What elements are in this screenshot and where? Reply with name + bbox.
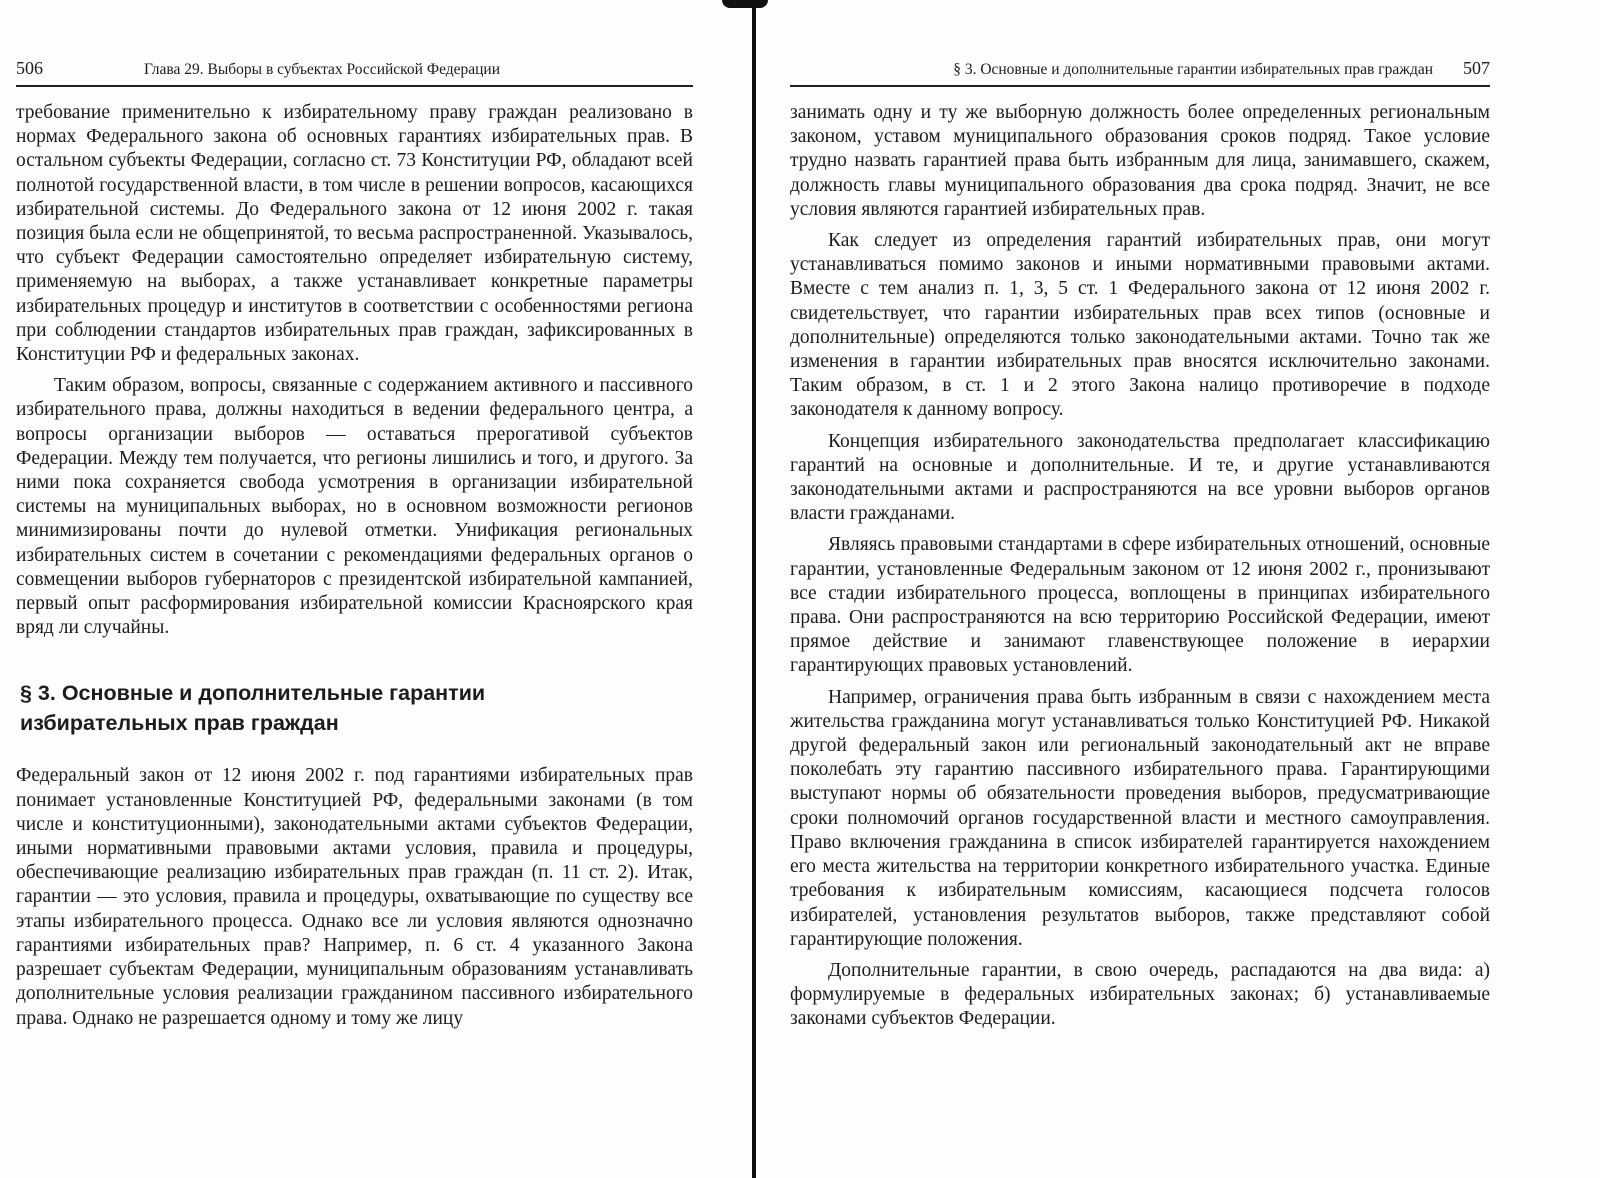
spine-top-shadow [722, 0, 768, 8]
left-page-number: 506 [16, 58, 43, 78]
right-paragraph-3: Концепция избирательного законодательства предполагает классификацию гарантий на основные и дополнительные. И те, и другие устанавливаются законодательными актами и распространяются на все уровни выборов органов власти гражданами. [790, 430, 1490, 525]
right-paragraph-6: Дополнительные гарантии, в свою очередь, распадаются на два вида: а) формулируемые в федеральных избирательных законах; б) устанавливаемые законами субъектов Федерации. [790, 959, 1490, 1030]
right-paragraph-2: Как следует из определения гарантий избирательных прав, они могут устанавливаться помимо законов и иными нормативными правовыми актами. Вместе с тем анализ п. 1, 3, 5 ст. 1 Федерального закона от 12 июня 2002 г. свидетельствует, что гарантии избирательных прав всех типов (основные и дополнительные) определяются только законодательными актами. Точно так же изменения в гарантии избирательных прав вносятся исключительно законами. Таким образом, в ст. 1 и 2 этого Закона налицо противоречие в подходе законодателя к данному вопросу. [790, 230, 1490, 421]
right-page-number: 507 [1463, 58, 1490, 78]
section-heading-line-1: § 3. Основные и дополнительные гарантии [20, 681, 486, 706]
left-paragraph-1: требование применительно к избирательному праву граждан реализовано в нормах Федерального закона об основных гарантиях избирательных прав. В остальном субъекты Федерации, согласно ст. 73 Конституции РФ, обладают всей полнотой государственной власти, в том числе в решении вопросов, касающихся избирательной системы. До Федерального закона от 12 июня 2002 г. такая позиция была если не общепринятой, то весьма распространенной. Указывалось, что субъект Федерации самостоятельно определяет избирательную систему, применяемую на выборах, а также устанавливает конкретные параметры избирательных процедур и институтов в соответствии с особенностями региона при соблюдении стандартов избирательных прав граждан, зафиксированных в Конституции РФ и федеральных законах. [16, 102, 693, 366]
right-page [768, 0, 1600, 1178]
right-running-head [790, 58, 1490, 87]
left-running-head-title: Глава 29. Выборы в субъектах Российской Федерации [144, 61, 501, 78]
right-paragraph-5: Например, ограничения права быть избранным в связи с нахождением места жительства гражданина могут устанавливаться только Конституцией РФ. Никакой другой федеральный закон или региональный законодательный акт не вправе поколебать эту гарантию пассивного избирательного права. Гарантирующими выступают нормы об обязательности проведения выборов, предусматривающие сроки полномочий органов государственной власти и местного самоуправления. Право включения гражданина в список избирателей гарантируется нахождением его места жительства на территории конкретного избирательного участка. Единые требования к избирательным комиссиям, касающиеся подсчета голосов избирателей, установления результатов выборов, также представляют собой гарантирующие положения. [790, 686, 1490, 950]
section-heading-line-2: избирательных прав граждан [20, 711, 339, 736]
book-spine [752, 0, 756, 1178]
left-page [0, 0, 755, 1178]
right-running-head-title: § 3. Основные и дополнительные гарантии избирательных прав граждан [953, 61, 1433, 78]
left-paragraph-3: Федеральный закон от 12 июня 2002 г. под гарантиями избирательных прав понимает установленные Конституцией РФ, федеральными законами (в том числе и конституционными), законодательными актами субъектов Федерации, иными нормативными правовыми актами условия, правила и процедуры, обеспечивающие реализацию избирательных прав граждан (п. 11 ст. 2). Итак, гарантии — это условия, правила и процедуры, охватывающие по существу все этапы избирательного процесса. Однако все ли условия являются однозначно гарантиями избирательных прав? Например, п. 6 ст. 4 указанного Закона разрешает субъектам Федерации, муниципальным образованиям устанавливать дополнительные условия реализации гражданином пассивного избирательного права. Однако не разрешается одному и тому же лицу [16, 765, 693, 1029]
right-paragraph-4: Являясь правовыми стандартами в сфере избирательных отношений, основные гарантии, установленные Федеральным законом от 12 июня 2002 г., пронизывают все стадии избирательного процесса, воплощены в принципах избирательного права. Они распространяются на всю территорию Российской Федерации, имеют прямое действие и занимают главенствующее положение в иерархии гарантирующих правовых установлений. [790, 534, 1490, 677]
right-paragraph-1: занимать одну и ту же выборную должность более определенных региональным законом, уставом муниципального образования сроков подряд. Такое условие трудно назвать гарантией права быть избранным для лица, занимавшего, скажем, должность главы муниципального образования два срока подряд. Значит, не все условия являются гарантией избирательных прав. [790, 102, 1490, 220]
left-running-head [16, 58, 693, 87]
left-paragraph-2: Таким образом, вопросы, связанные с содержанием активного и пассивного избирательного права, должны находиться в ведении федерального центра, а вопросы организации выборов — оставаться прерогативой субъектов Федерации. Между тем получается, что регионы лишились и того, и другого. За ними пока сохраняется свобода усмотрения в организации избирательной системы на муниципальных выборах, но в основном возможности регионов минимизированы почти до нулевой отметки. Унификация региональных избирательных систем в сочетании с рекомендациями федеральных органов о совмещении выборов губернаторов с президентской избирательной кампанией, первый опыт расформирования избирательной комиссии Красноярского края вряд ли случайны. [16, 375, 693, 639]
section-heading [20, 678, 693, 738]
